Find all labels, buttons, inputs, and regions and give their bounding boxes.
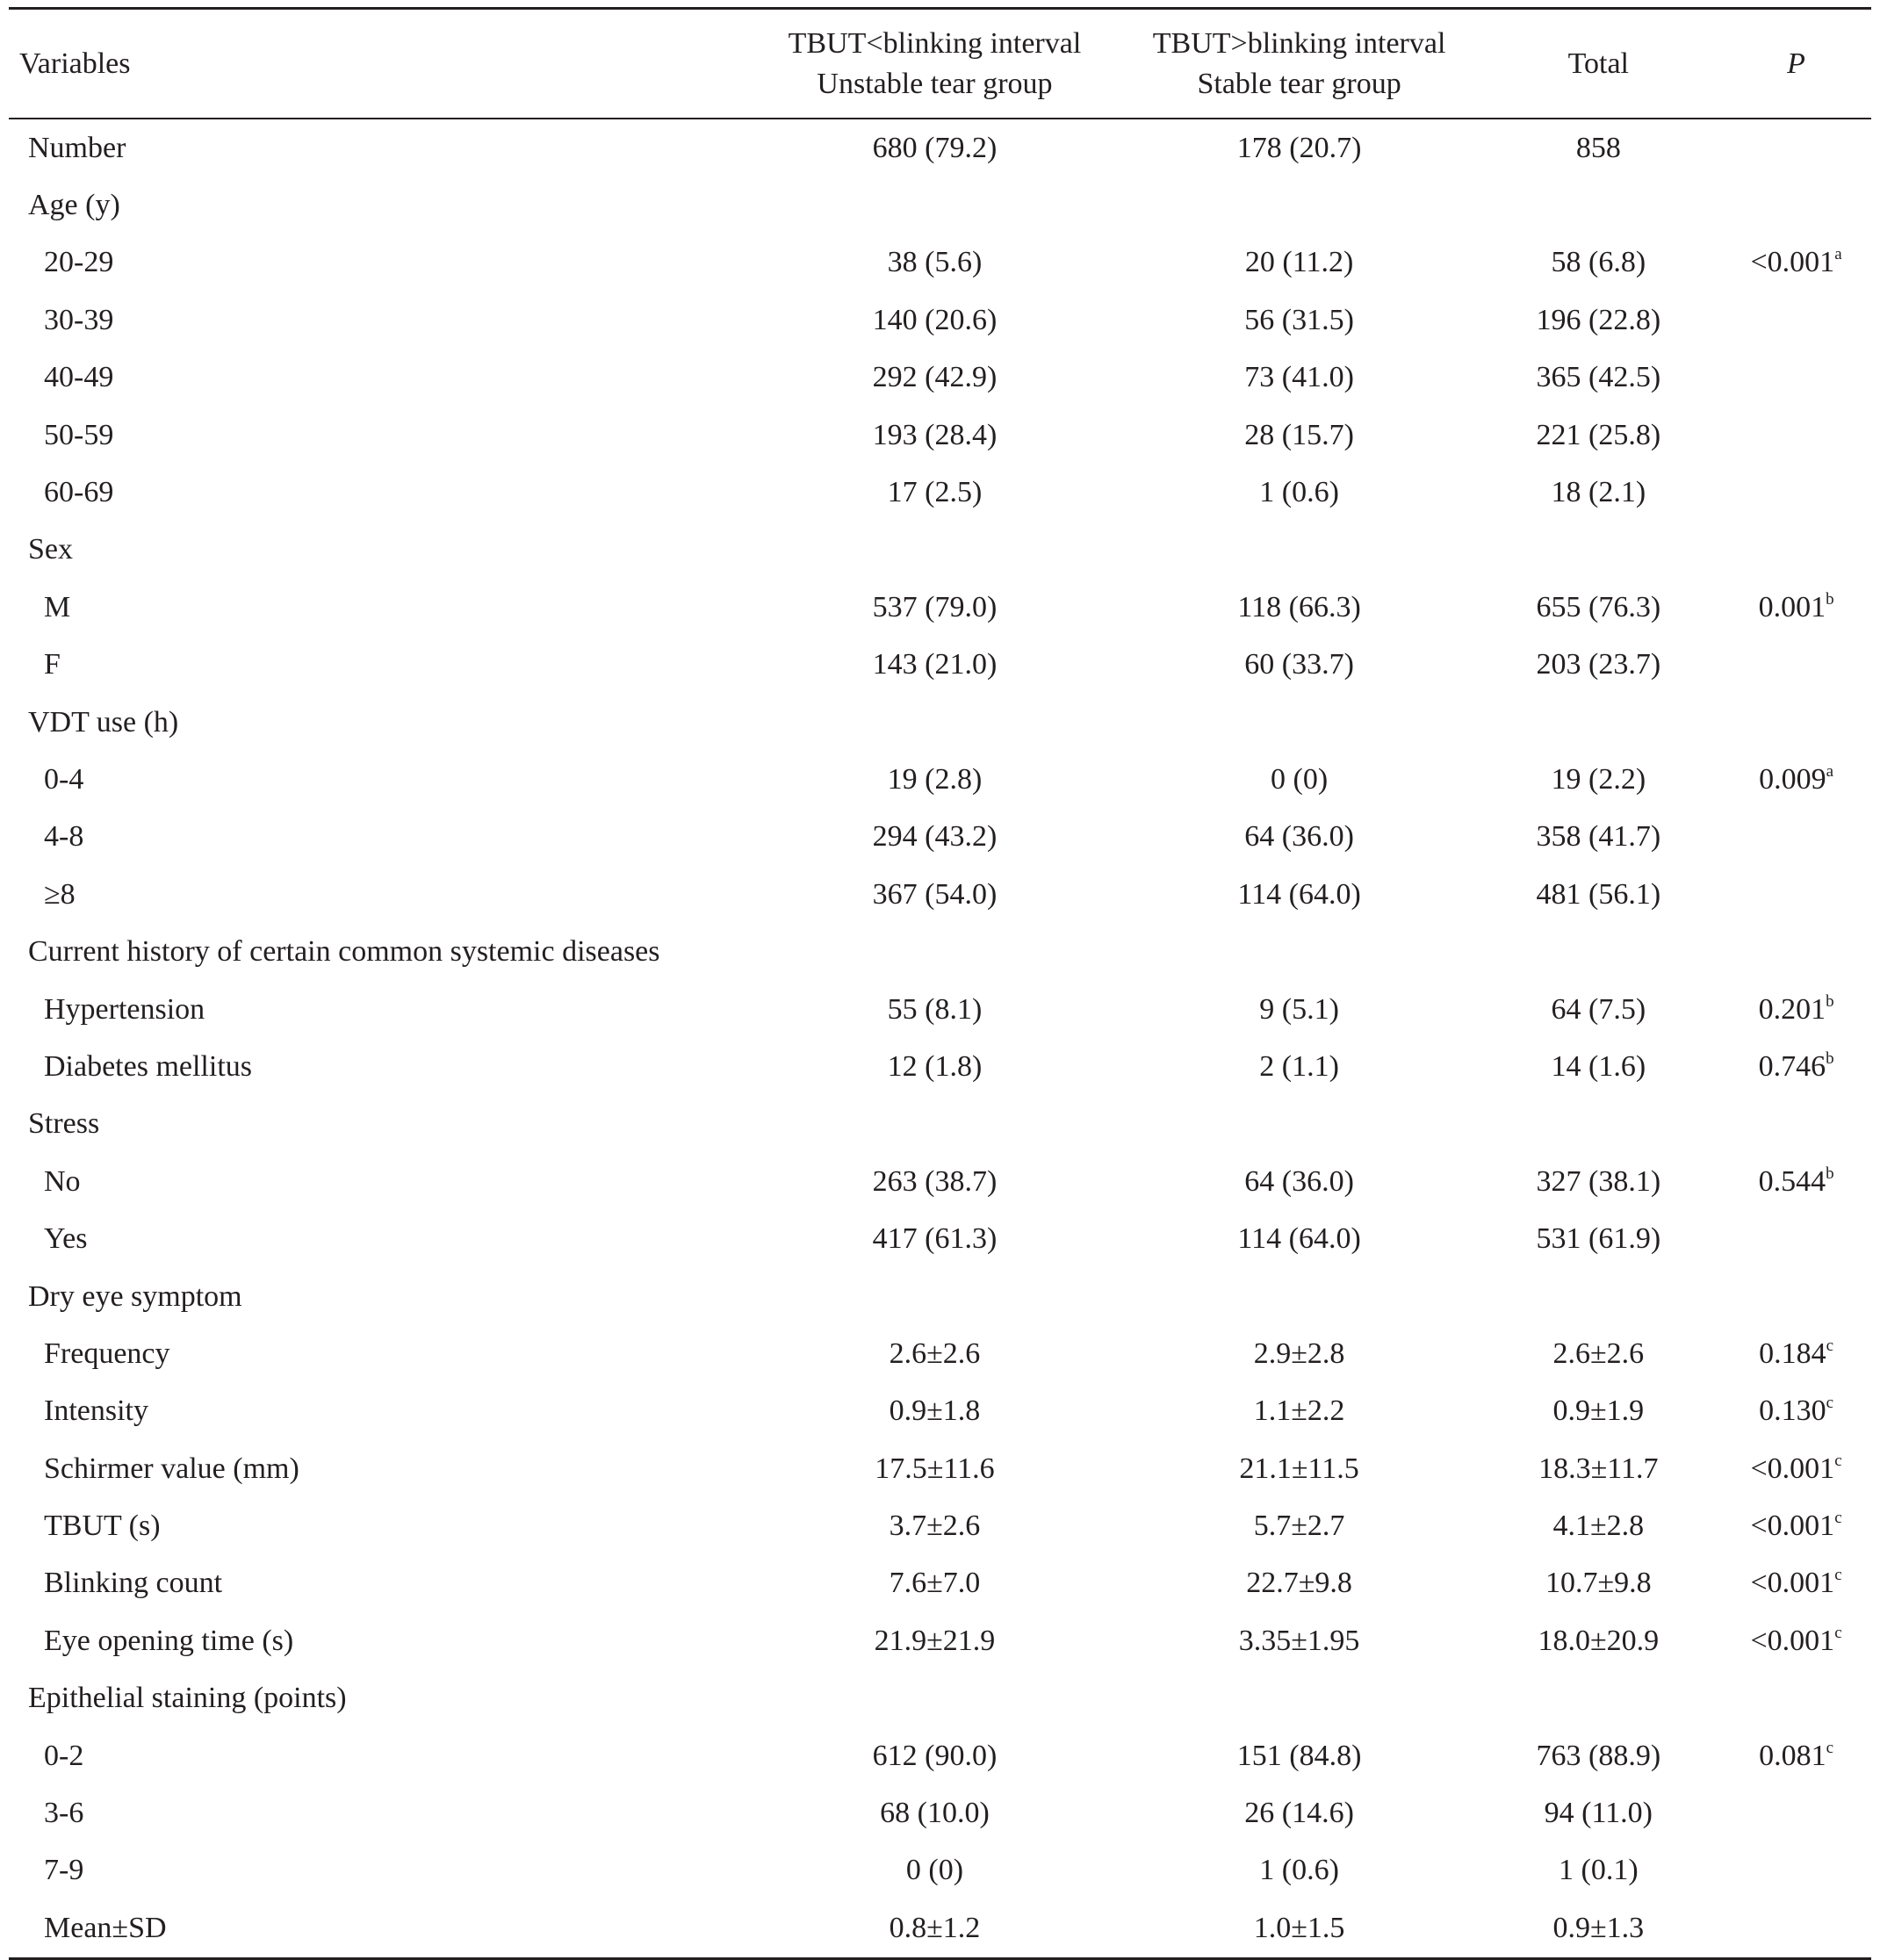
cell-stable-group: 0 (0) (1271, 762, 1329, 796)
row-label: Stress (28, 1107, 100, 1141)
row-label: Age (y) (28, 189, 120, 222)
p-value-number: <0.001 (1750, 1624, 1835, 1657)
cell-unstable-group: 38 (5.6) (887, 246, 983, 279)
cell-unstable-group: 55 (8.1) (887, 992, 983, 1026)
cell-total: 327 (38.1) (1536, 1164, 1661, 1198)
p-value-number: 0.001 (1758, 590, 1826, 623)
row-label: 30-39 (44, 303, 114, 336)
row-label: Mean±SD (9, 1899, 746, 1958)
cell-p-value (1721, 1727, 1871, 1784)
cell-p-value (1721, 1210, 1871, 1267)
characteristics-table (9, 7, 1871, 1960)
row-label: Diabetes mellitus (44, 1049, 253, 1083)
p-value-footnote-mark: a (1826, 761, 1834, 781)
cell-unstable-group (746, 694, 1122, 751)
cell-total: 2.6±2.6 (1552, 1337, 1645, 1370)
cell-p-value (1721, 923, 1871, 980)
cell-total: 858 (1575, 131, 1621, 164)
p-value (1759, 1396, 1833, 1426)
table-row (9, 1899, 1871, 1958)
cell-total: 203 (23.7) (1536, 648, 1661, 681)
cell-p-value (1721, 981, 1871, 1038)
table-row (9, 1784, 1871, 1841)
row-label: M (44, 590, 71, 623)
row-label: Hypertension (44, 992, 205, 1026)
table-row (9, 464, 1871, 521)
cell-p-value (1721, 1153, 1871, 1210)
cell-p-value (1721, 1383, 1871, 1440)
cell-stable-group: 60 (33.7) (1244, 648, 1354, 681)
cell-total: 10.7±9.8 (1545, 1567, 1652, 1600)
cell-unstable-group (746, 1268, 1122, 1325)
row-label: 7-9 (44, 1854, 84, 1887)
row-label: Frequency (44, 1337, 170, 1370)
table-row (9, 1153, 1871, 1210)
table-row (9, 866, 1871, 923)
cell-p-value (1721, 694, 1871, 751)
cell-stable-group (1123, 177, 1476, 234)
cell-unstable-group: 680 (79.2) (872, 131, 998, 164)
p-value-number: <0.001 (1750, 1567, 1835, 1600)
p-value-number: 0.201 (1758, 992, 1826, 1026)
cell-unstable-group: 0.8±1.2 (746, 1899, 1122, 1958)
table-row (9, 694, 1871, 751)
cell-total: 481 (56.1) (1536, 877, 1661, 911)
header-stable-group (1123, 9, 1476, 119)
cell-unstable-group: 21.9±21.9 (874, 1624, 996, 1657)
header-stable-line1: TBUT>blinking interval (1152, 26, 1446, 60)
cell-unstable-group (746, 522, 1122, 579)
cell-stable-group: 28 (15.7) (1244, 418, 1354, 451)
cell-stable-group: 114 (64.0) (1237, 877, 1361, 911)
cell-total: 0.9±1.9 (1552, 1394, 1645, 1428)
p-value-number: <0.001 (1750, 1510, 1835, 1543)
cell-unstable-group: 367 (54.0) (872, 877, 998, 911)
cell-stable-group (1123, 1268, 1476, 1325)
cell-unstable-group: 2.6±2.6 (889, 1337, 981, 1370)
header-row (9, 9, 1871, 119)
cell-p-value (1721, 1440, 1871, 1497)
cell-stable-group (1123, 522, 1476, 579)
table-row (9, 177, 1871, 234)
cell-unstable-group: 292 (42.9) (872, 361, 998, 394)
cell-total: 221 (25.8) (1536, 418, 1661, 451)
cell-p-value (1721, 1555, 1871, 1612)
cell-total: 19 (2.2) (1551, 762, 1646, 796)
row-label: 3-6 (44, 1797, 84, 1830)
cell-total: 18 (2.1) (1551, 476, 1646, 509)
cell-unstable-group: 263 (38.7) (872, 1164, 998, 1198)
table-row (9, 579, 1871, 636)
header-stable-line2: Stable tear group (1197, 67, 1401, 100)
row-label: Blinking count (44, 1567, 223, 1600)
cell-p-value (1721, 1038, 1871, 1095)
header-p-value (1721, 9, 1871, 119)
cell-total: 4.1±2.8 (1552, 1510, 1645, 1543)
cell-stable-group: 26 (14.6) (1244, 1797, 1354, 1830)
table-row (9, 1842, 1871, 1899)
cell-p-value (1721, 1842, 1871, 1899)
table-row (9, 751, 1871, 808)
table-row (9, 119, 1871, 177)
cell-p-value (1721, 292, 1871, 349)
table-row (9, 522, 1871, 579)
cell-stable-group: 1.0±1.5 (1123, 1899, 1476, 1958)
row-label: Number (28, 131, 126, 164)
cell-unstable-group: 0.9±1.8 (889, 1394, 981, 1428)
row-label: Eye opening time (s) (44, 1624, 294, 1657)
cell-unstable-group: 612 (90.0) (872, 1739, 998, 1772)
cell-stable-group (1123, 1096, 1476, 1153)
cell-unstable-group: 417 (61.3) (872, 1222, 998, 1256)
cell-stable-group: 64 (36.0) (1244, 820, 1354, 854)
cell-total: 358 (41.7) (1536, 820, 1661, 854)
p-value (1758, 1164, 1834, 1198)
p-value (1751, 1511, 1842, 1541)
p-value-footnote-mark: b (1826, 1048, 1834, 1068)
cell-p-value (1721, 234, 1871, 292)
p-value-footnote-mark: c (1834, 1509, 1842, 1528)
row-label: Epithelial staining (points) (28, 1682, 347, 1715)
cell-p-value (1721, 1899, 1871, 1958)
cell-stable-group: 1 (0.6) (1259, 1854, 1339, 1887)
table-row (9, 923, 1871, 980)
table-row (9, 1383, 1871, 1440)
p-value-footnote-mark: a (1834, 245, 1842, 264)
cell-p-value (1721, 464, 1871, 521)
table-header (9, 9, 1871, 119)
table-row (9, 1727, 1871, 1784)
p-value (1758, 1048, 1834, 1083)
cell-stable-group: 1.1±2.2 (1253, 1394, 1345, 1428)
p-value (1750, 1623, 1842, 1657)
cell-p-value (1721, 177, 1871, 234)
cell-total: 18.3±11.7 (1538, 1452, 1659, 1485)
p-value-footnote-mark: c (1826, 1336, 1834, 1355)
cell-total: 58 (6.8) (1551, 246, 1646, 279)
header-total: Total (1476, 9, 1722, 119)
cell-stable-group (1123, 694, 1476, 751)
table-row (9, 349, 1871, 407)
row-label: Intensity (44, 1394, 148, 1428)
cell-total: 14 (1.6) (1551, 1049, 1646, 1083)
cell-total (1476, 1268, 1722, 1325)
table-row (9, 1038, 1871, 1095)
row-label: Yes (44, 1222, 88, 1256)
cell-stable-group: 114 (64.0) (1237, 1222, 1361, 1256)
cell-total: 94 (11.0) (1544, 1797, 1653, 1830)
row-label: 60-69 (44, 476, 114, 509)
table-row (9, 407, 1871, 464)
p-value-number: 0.130 (1759, 1394, 1826, 1428)
cell-unstable-group: 537 (79.0) (872, 590, 998, 623)
cell-total: 1 (0.1) (1559, 1854, 1639, 1887)
cell-unstable-group: 0 (0) (905, 1854, 964, 1887)
cell-total (1476, 522, 1722, 579)
cell-stable-group: 5.7±2.7 (1253, 1510, 1345, 1543)
table-row (9, 292, 1871, 349)
table-row (9, 1497, 1871, 1554)
row-label: TBUT (s) (44, 1510, 161, 1543)
p-value-footnote-mark: b (1826, 589, 1834, 609)
header-unstable-line1: TBUT<blinking interval (788, 26, 1082, 60)
cell-total: 365 (42.5) (1536, 361, 1661, 394)
cell-total: 196 (22.8) (1536, 303, 1661, 336)
table-row (9, 1612, 1871, 1669)
cell-p-value (1721, 1268, 1871, 1325)
cell-total: 655 (76.3) (1536, 590, 1661, 623)
table-row (9, 809, 1871, 866)
cell-p-value (1721, 809, 1871, 866)
header-unstable-group (746, 9, 1122, 119)
cell-unstable-group: 7.6±7.0 (889, 1567, 981, 1600)
cell-stable-group: 21.1±11.5 (1239, 1452, 1359, 1485)
p-value-footnote-mark: c (1834, 1451, 1842, 1470)
row-label: Current history of certain common systemic diseases (28, 935, 660, 969)
cell-p-value (1721, 1096, 1871, 1153)
cell-unstable-group: 294 (43.2) (872, 820, 998, 854)
cell-p-value (1721, 866, 1871, 923)
row-label: 0-2 (44, 1739, 84, 1772)
cell-p-value (1721, 119, 1871, 177)
cell-total: 531 (61.9) (1536, 1222, 1661, 1256)
p-value (1751, 1568, 1842, 1598)
table-row (9, 981, 1871, 1038)
cell-total: 18.0±20.9 (1538, 1624, 1660, 1657)
p-value (1750, 1451, 1842, 1485)
cell-unstable-group (746, 177, 1122, 234)
cell-p-value (1721, 522, 1871, 579)
p-value-footnote-mark: c (1826, 1394, 1834, 1413)
cell-stable-group: 3.35±1.95 (1238, 1624, 1360, 1657)
cell-unstable-group (746, 1670, 1122, 1727)
cell-total: 64 (7.5) (1551, 992, 1646, 1026)
cell-p-value (1721, 1784, 1871, 1841)
cell-stable-group (1123, 1670, 1476, 1727)
table-row (9, 1670, 1871, 1727)
cell-total: 0.9±1.3 (1476, 1899, 1722, 1958)
cell-unstable-group: 17 (2.5) (887, 476, 983, 509)
cell-unstable-group: 143 (21.0) (872, 648, 998, 681)
p-value-number: 0.081 (1759, 1739, 1826, 1772)
cell-unstable-group: 12 (1.8) (887, 1049, 983, 1083)
cell-stable-group (1123, 923, 1476, 980)
cell-stable-group: 20 (11.2) (1244, 246, 1354, 279)
cell-stable-group: 2.9±2.8 (1253, 1337, 1345, 1370)
row-label: Dry eye symptom (28, 1279, 242, 1313)
table-row (9, 1268, 1871, 1325)
p-value-number: 0.746 (1758, 1049, 1826, 1083)
p-value-footnote-mark: c (1834, 1623, 1842, 1642)
table-row (9, 1440, 1871, 1497)
p-value-footnote-mark: b (1826, 991, 1834, 1011)
p-value (1758, 589, 1834, 623)
p-value-number: 0.009 (1759, 762, 1826, 796)
header-variables: Variables (9, 9, 746, 119)
p-value-footnote-mark: b (1826, 1164, 1834, 1183)
p-value (1759, 1336, 1834, 1370)
table-row (9, 1210, 1871, 1267)
cell-p-value (1721, 751, 1871, 808)
cell-stable-group: 1 (0.6) (1259, 476, 1339, 509)
p-value-number: 0.184 (1759, 1337, 1826, 1370)
table-row (9, 1325, 1871, 1382)
row-label: 20-29 (44, 246, 114, 279)
p-value (1759, 1738, 1834, 1772)
cell-stable-group: 73 (41.0) (1244, 361, 1354, 394)
row-label: No (44, 1164, 81, 1198)
row-label: Schirmer value (mm) (44, 1452, 299, 1485)
cell-unstable-group: 17.5±11.6 (875, 1452, 995, 1485)
cell-p-value (1721, 1325, 1871, 1382)
table-row (9, 1555, 1871, 1612)
header-p-label: P (1787, 47, 1805, 80)
cell-p-value (1721, 637, 1871, 694)
cell-unstable-group (746, 923, 1122, 980)
cell-stable-group: 9 (5.1) (1259, 992, 1339, 1026)
cell-stable-group: 151 (84.8) (1236, 1739, 1362, 1772)
row-label: F (44, 648, 61, 681)
row-label: 40-49 (44, 361, 114, 394)
cell-p-value (1721, 407, 1871, 464)
cell-stable-group: 178 (20.7) (1236, 131, 1362, 164)
p-value-number: <0.001 (1750, 1452, 1835, 1485)
cell-unstable-group: 68 (10.0) (880, 1797, 990, 1830)
table-row (9, 234, 1871, 292)
cell-stable-group: 118 (66.3) (1237, 590, 1361, 623)
cell-p-value (1721, 1670, 1871, 1727)
cell-p-value (1721, 349, 1871, 407)
row-label: 50-59 (44, 418, 114, 451)
cell-unstable-group: 3.7±2.6 (889, 1510, 981, 1543)
cell-total (1476, 694, 1722, 751)
p-value (1759, 761, 1834, 796)
cell-p-value (1721, 1612, 1871, 1669)
p-value-number: <0.001 (1750, 246, 1835, 279)
cell-unstable-group (746, 1096, 1122, 1153)
cell-unstable-group: 19 (2.8) (887, 762, 983, 796)
cell-stable-group: 64 (36.0) (1244, 1164, 1354, 1198)
cell-total (1476, 1096, 1722, 1153)
p-value (1750, 245, 1842, 279)
cell-total (1476, 177, 1722, 234)
data-table-container (9, 7, 1871, 1960)
cell-p-value (1721, 1497, 1871, 1554)
cell-total (1476, 923, 1722, 980)
table-row (9, 1096, 1871, 1153)
cell-stable-group: 2 (1.1) (1259, 1049, 1339, 1083)
table-row (9, 637, 1871, 694)
row-label: Sex (28, 533, 73, 566)
row-label: 4-8 (44, 820, 84, 854)
cell-total (1476, 1670, 1722, 1727)
row-label: VDT use (h) (28, 705, 179, 739)
row-label: ≥8 (44, 877, 76, 911)
header-unstable-line2: Unstable tear group (817, 67, 1053, 100)
cell-stable-group: 56 (31.5) (1244, 303, 1354, 336)
cell-total: 763 (88.9) (1536, 1739, 1661, 1772)
cell-unstable-group: 140 (20.6) (872, 303, 998, 336)
p-value-footnote-mark: c (1834, 1566, 1842, 1585)
p-value (1758, 991, 1834, 1026)
cell-stable-group: 22.7±9.8 (1246, 1567, 1352, 1600)
p-value-footnote-mark: c (1826, 1738, 1834, 1757)
cell-p-value (1721, 579, 1871, 636)
p-value-number: 0.544 (1758, 1164, 1826, 1198)
row-label: 0-4 (44, 762, 84, 796)
cell-unstable-group: 193 (28.4) (872, 418, 998, 451)
table-body (9, 119, 1871, 1958)
